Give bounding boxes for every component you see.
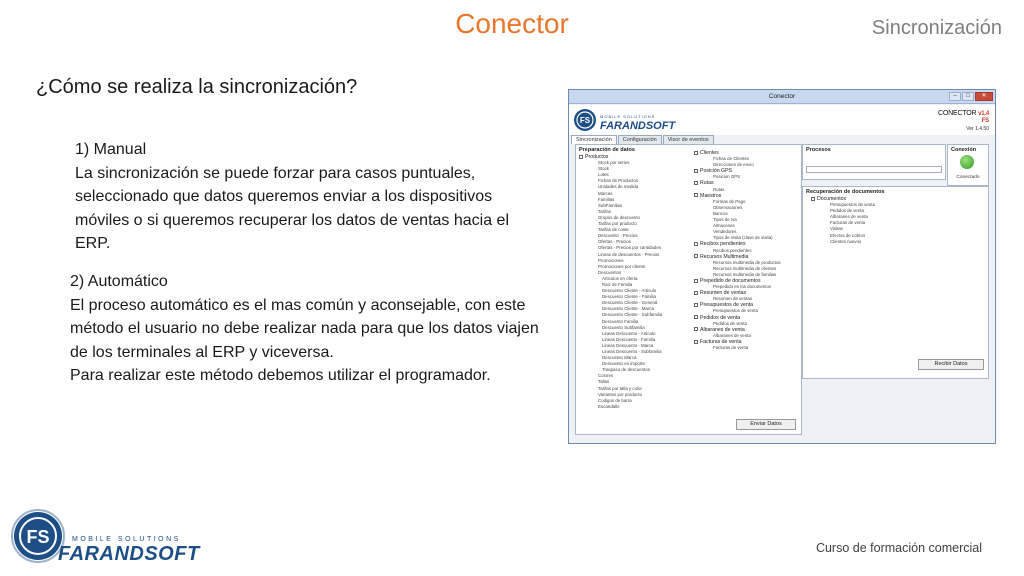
checkbox[interactable]	[694, 151, 698, 155]
checkbox-group-label: Maestros	[700, 192, 722, 199]
list-item-label: Facturas de venta	[713, 345, 749, 350]
checkbox[interactable]	[694, 181, 698, 185]
window-controls	[949, 92, 993, 101]
checkbox[interactable]	[694, 242, 698, 246]
list-item-label: Pedidos de venta	[713, 320, 747, 326]
checkbox[interactable]	[694, 315, 698, 319]
window-titlebar	[569, 90, 995, 104]
list-item-label: Descuento Marca	[602, 355, 637, 361]
list-item-label: Descuento - Precios	[598, 233, 638, 239]
recibir-datos-button[interactable]: Recibir Datos	[918, 359, 984, 370]
list-item-label: Descuento Cliente - Marca	[602, 306, 654, 312]
list-item-label: Lotes	[598, 172, 609, 178]
checkbox-group-label: Recibos pendientes	[700, 241, 746, 248]
list-item-label: SubFamilias	[598, 202, 623, 208]
brand-version-big: v1.4	[978, 111, 989, 117]
list-item-label: Posicion GPS	[713, 174, 741, 180]
list-item-label: Lineas Descuento - Subfamilia	[602, 349, 662, 354]
list-item-label: Recursos multimedia de productos	[713, 259, 781, 265]
list-item-label: Descuento Subfamilia	[602, 324, 645, 330]
list-item-label: Descuento Cliente - Subfamilia	[602, 312, 663, 318]
checkbox-group-label: Resumen de ventas	[700, 290, 747, 297]
auto-heading: 2) Automático	[70, 273, 168, 290]
list-item-label: Presupuestos de venta	[830, 202, 875, 208]
list-item-label: Traspaso de descuentos	[602, 367, 650, 373]
list-item-label: Formas de Pago	[713, 198, 746, 204]
list-item-label: Lineas Descuento - Familia	[602, 336, 656, 342]
list-item-label: Fichas de Clientes	[713, 156, 750, 162]
list-item-label: Variantes por producto	[598, 391, 643, 397]
auto-text: El proceso automático es el mas común y aconsejable, con este método el usuario no debe realizar nada para que los datos viajen de los terminales al ERP y viceversa.	[70, 296, 539, 361]
list-item-label: Lineas Descuento - Articulo	[602, 330, 656, 336]
list-item-label: Tarifas por talla y color	[598, 385, 642, 391]
window-title: Conector	[768, 93, 796, 100]
list-item-label: Promociones	[598, 257, 624, 263]
list-item-label: Codigos de barra	[598, 397, 632, 403]
list-item-label: Lineas Descuento - Marca	[602, 342, 654, 348]
auto-block	[70, 270, 540, 388]
list-item-label: Stock	[598, 166, 609, 172]
list-item-label: Tipos de visita (clave de visita)	[713, 235, 773, 241]
list-item-label: Familias	[598, 196, 615, 202]
checkbox-group-label: Recursos Multimedia	[700, 253, 749, 260]
productos-column	[579, 154, 691, 410]
list-item-label: Promociones por cliente	[598, 263, 646, 269]
list-item-label: Almacenes	[713, 223, 735, 229]
list-item-label: Facturas de venta	[830, 220, 866, 226]
list-item-label: Recibos pendientes	[713, 247, 752, 253]
checkbox-group-label: Rutas	[700, 180, 714, 187]
slide-section-title: Sincronización	[871, 17, 1002, 39]
list-item	[811, 239, 981, 245]
recuperacion-panel	[802, 186, 989, 379]
list-item-label: Grupos de descuento	[598, 214, 640, 220]
list-item-label: Stock por series	[598, 160, 630, 166]
list-item-label: Resumen de ventas	[713, 296, 753, 302]
small-logo-mark: FS	[579, 116, 591, 125]
list-item-label: Descuento en importe	[602, 361, 645, 367]
checkbox-productos-label: Productos	[585, 154, 609, 160]
list-item-label: Pedidos de venta	[830, 208, 864, 214]
checkbox[interactable]	[694, 193, 698, 197]
farandsoft-logo-small	[572, 107, 702, 133]
conexion-title: Conexión	[951, 147, 977, 153]
small-logo-top: MOBILE SOLUTIONS	[600, 114, 656, 119]
checkbox-group-label: Posición GPS	[700, 168, 733, 175]
checkbox[interactable]	[579, 155, 583, 159]
list-item-label: Efectos de cobros	[830, 232, 866, 238]
brand-name: CONECTOR	[938, 110, 977, 117]
small-logo-bottom: FARANDSOFT	[600, 120, 676, 132]
window-tabs	[571, 135, 715, 144]
slide-title: Conector	[455, 8, 569, 39]
list-item-label: Tipos de Iva	[713, 217, 737, 223]
manual-text: La sincronización se puede forzar para casos puntuales, seleccionado que datos queremos enviar a los dispositivos móviles o si queremos recuperar los datos de ventas hacia el ERP.	[75, 164, 509, 252]
checkbox[interactable]	[694, 254, 698, 258]
list-item-label: Clientes nuevos	[830, 238, 862, 244]
conexion-panel	[947, 144, 989, 186]
list-item-label: Prepedido en los documentos	[713, 284, 772, 290]
maximize-icon[interactable]: □	[962, 92, 974, 101]
enviar-datos-button[interactable]: Enviar Datos	[736, 419, 796, 430]
checkbox[interactable]	[694, 340, 698, 344]
list-item-label: Descuentos	[598, 269, 622, 275]
list-item-label: Unidades de medida	[598, 184, 639, 190]
checkbox[interactable]	[694, 169, 698, 173]
manual-block	[75, 138, 545, 256]
documentos-column	[811, 196, 981, 245]
logo-mark: FS	[26, 527, 50, 547]
conector-window	[568, 89, 996, 444]
checkbox-documentos-label: Documentos	[817, 196, 847, 202]
manual-heading: 1) Manual	[75, 141, 147, 158]
list-item-label: Tallas	[598, 379, 610, 385]
checkbox-group-label: Clientes	[700, 150, 719, 156]
conexion-status: Conectado	[956, 175, 980, 180]
checkbox[interactable]	[811, 197, 815, 201]
list-item-label: Descuento Cliente - Articulo	[602, 288, 657, 294]
checkbox[interactable]	[694, 291, 698, 295]
checkbox[interactable]	[694, 303, 698, 307]
list-item-label: Ofertas - Precios por cantidades	[598, 245, 661, 251]
list-item-label: Tarifas	[598, 208, 611, 214]
list-item-label: Observaciones	[713, 204, 743, 210]
slide-question: ¿Cómo se realiza la sincronización?	[36, 76, 358, 98]
tab-configuracion[interactable]: Configuración	[618, 135, 662, 144]
checkbox-group-label: Pedidos de venta	[700, 314, 741, 321]
list-item-label: Ofertas - Precios	[598, 239, 631, 245]
list-item-label: Albaranes de venta	[830, 214, 868, 220]
list-item-label: Articulos en oferta	[602, 275, 638, 281]
preparacion-panel	[575, 144, 802, 435]
minimize-icon[interactable]: –	[949, 92, 961, 101]
checkbox[interactable]	[694, 279, 698, 283]
list-item-label: Raiz de Familia	[602, 281, 633, 287]
list-item-label: Descuento Familia	[602, 318, 639, 324]
procesos-progress	[806, 166, 942, 173]
list-item-label: Descuento Cliente - Familia	[602, 294, 656, 300]
list-item-label: Rutas	[713, 186, 725, 192]
procesos-title: Procesos	[806, 147, 831, 153]
version-label: Ver 1.4.50	[966, 126, 989, 132]
list-item-label: Recursos multimedia de clientes	[713, 265, 777, 271]
checkbox-group-label: Facturas de venta	[700, 338, 742, 345]
checkbox-group-label: Albaranes de venta	[700, 326, 745, 333]
checkbox-group-label: Presupuestos de venta	[700, 302, 754, 309]
auto-text-programador: Para realizar este método debemos utilizar el programador.	[70, 367, 491, 384]
list-item-label: Colores	[598, 373, 614, 379]
procesos-panel	[802, 144, 946, 180]
window-header	[569, 105, 995, 135]
list-item-label: Tarifas por producto	[598, 221, 637, 227]
list-item-label: Tarifas de coste	[598, 227, 629, 233]
tab-sincronizacion[interactable]: Sincronización	[571, 135, 617, 144]
checkbox[interactable]	[694, 327, 698, 331]
list-item-label: Recursos multimedia de familias	[713, 271, 777, 277]
clientes-column	[694, 150, 802, 351]
close-icon[interactable]: ✕	[975, 92, 993, 101]
recuperacion-title: Recuperación de documentos	[806, 189, 885, 195]
farandsoft-logo	[10, 504, 250, 568]
footer-course-label: Curso de formación comercial	[815, 541, 982, 555]
list-item	[694, 345, 802, 351]
list-item-label: Marcas	[598, 190, 613, 196]
connected-icon	[960, 155, 974, 169]
list-item-label: Presupuestos de venta	[713, 308, 758, 314]
conector-brand	[938, 110, 989, 124]
list-item-label: Visitas	[830, 226, 843, 232]
logo-bottom-text: FARANDSOFT	[58, 543, 200, 565]
list-item-label: Vendedores	[713, 229, 737, 235]
logo-top-text: MOBILE SOLUTIONS	[72, 536, 181, 543]
list-item-label: Albaranes de venta	[713, 332, 751, 338]
checkbox-group-label: Prepedido de documentos	[700, 277, 761, 284]
list-item	[579, 404, 691, 410]
list-item-label: Lineas de descuentos - Precios	[598, 251, 660, 257]
list-item-label: Fichas de Productos	[598, 178, 639, 184]
list-item-label: Direcciones de envio	[713, 162, 754, 168]
list-item-label: Escandallo	[598, 403, 620, 409]
brand-fs: FS	[981, 118, 989, 124]
list-item-label: Bancos	[713, 210, 728, 216]
tab-visor-eventos[interactable]: Visor de eventos	[663, 135, 714, 144]
preparacion-title: Preparación de datos	[579, 147, 635, 153]
list-item-label: Descuento Cliente - General	[602, 300, 658, 306]
